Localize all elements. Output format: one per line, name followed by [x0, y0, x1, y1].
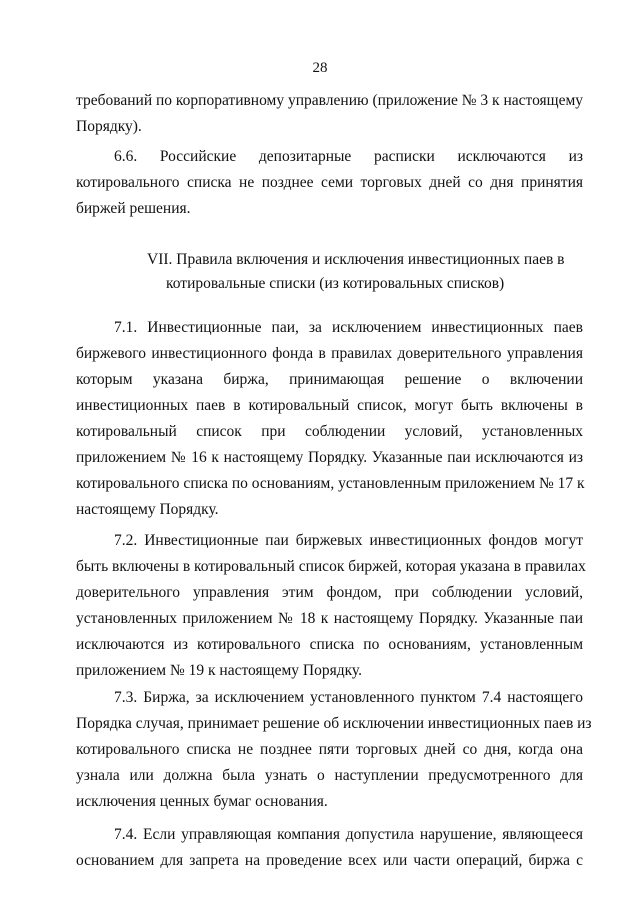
heading-line: VII. Правила включения и исключения инвестиционных паев в [147, 251, 565, 268]
section-heading [76, 248, 616, 296]
text-line: котировального списка не позднее пяти торговых дней со дня, когда она [76, 741, 583, 758]
text-line: 7.1. Инвестиционные паи, за исключением инвестиционных паев [114, 319, 583, 336]
text-line: установленных приложением № 18 к настоящему Порядку. Указанные паи [76, 610, 583, 627]
text-line: котировального списка не позднее семи торговых дней со дня принятия [76, 174, 583, 191]
text-line: 7.4. Если управляющая компания допустила нарушение, являющееся [114, 826, 583, 843]
text-line: быть включены в котировальный список биржей, которая указана в правилах [76, 558, 586, 575]
paragraph-7-1 [76, 315, 583, 523]
text-line: Порядка случая, принимает решение об исключении инвестиционных паев из [76, 715, 592, 732]
text-line: доверительного управления этим фондом, при соблюдении условий, [76, 584, 583, 601]
text-line: исключения ценных бумаг основания. [76, 793, 328, 810]
text-line: инвестиционных паев в котировальный список, могут быть включены в [76, 397, 583, 414]
text-line: 7.2. Инвестиционные паи биржевых инвестиционных фондов могут [114, 532, 583, 549]
text-line: биржевого инвестиционного фонда в правилах доверительного управления [76, 345, 583, 362]
text-line: основанием для запрета на проведение всех или части операций, биржа с [76, 852, 583, 869]
text-line: 7.3. Биржа, за исключением установленного пунктом 7.4 настоящего [114, 689, 583, 706]
text-line: биржей решения. [76, 200, 191, 217]
text-line: узнала или должна была узнать о наступлении предусмотренного для [76, 767, 583, 784]
paragraph-7-4 [76, 822, 583, 874]
text-line: исключаются из котировального списка по основаниям, установленным [76, 636, 583, 653]
text-line: 6.6. Российские депозитарные расписки исключаются из [114, 148, 583, 165]
text-line: приложением № 19 к настоящему Порядку. [76, 662, 362, 679]
paragraph-7-2 [76, 528, 586, 684]
text-line: настоящему Порядку. [76, 501, 219, 518]
text-line: котировального списка по основаниям, установленным приложением № 17 к [76, 475, 585, 492]
text-line: Порядку). [76, 118, 142, 135]
paragraph-continuation [76, 88, 583, 140]
paragraph-7-3 [76, 685, 592, 815]
text-line: приложением № 16 к настоящему Порядку. Указанные паи исключаются из [76, 449, 583, 466]
paragraph-6-6 [76, 144, 583, 222]
text-line: которым указана биржа, принимающая решение о включении [76, 371, 583, 388]
text-line: требований по корпоративному управлению (приложение № 3 к настоящему [76, 92, 584, 109]
text-line: котировальный список при соблюдении условий, установленных [76, 423, 583, 440]
heading-line: котировальные списки (из котировальных списков) [166, 275, 505, 292]
page-number: 28 [312, 60, 328, 76]
